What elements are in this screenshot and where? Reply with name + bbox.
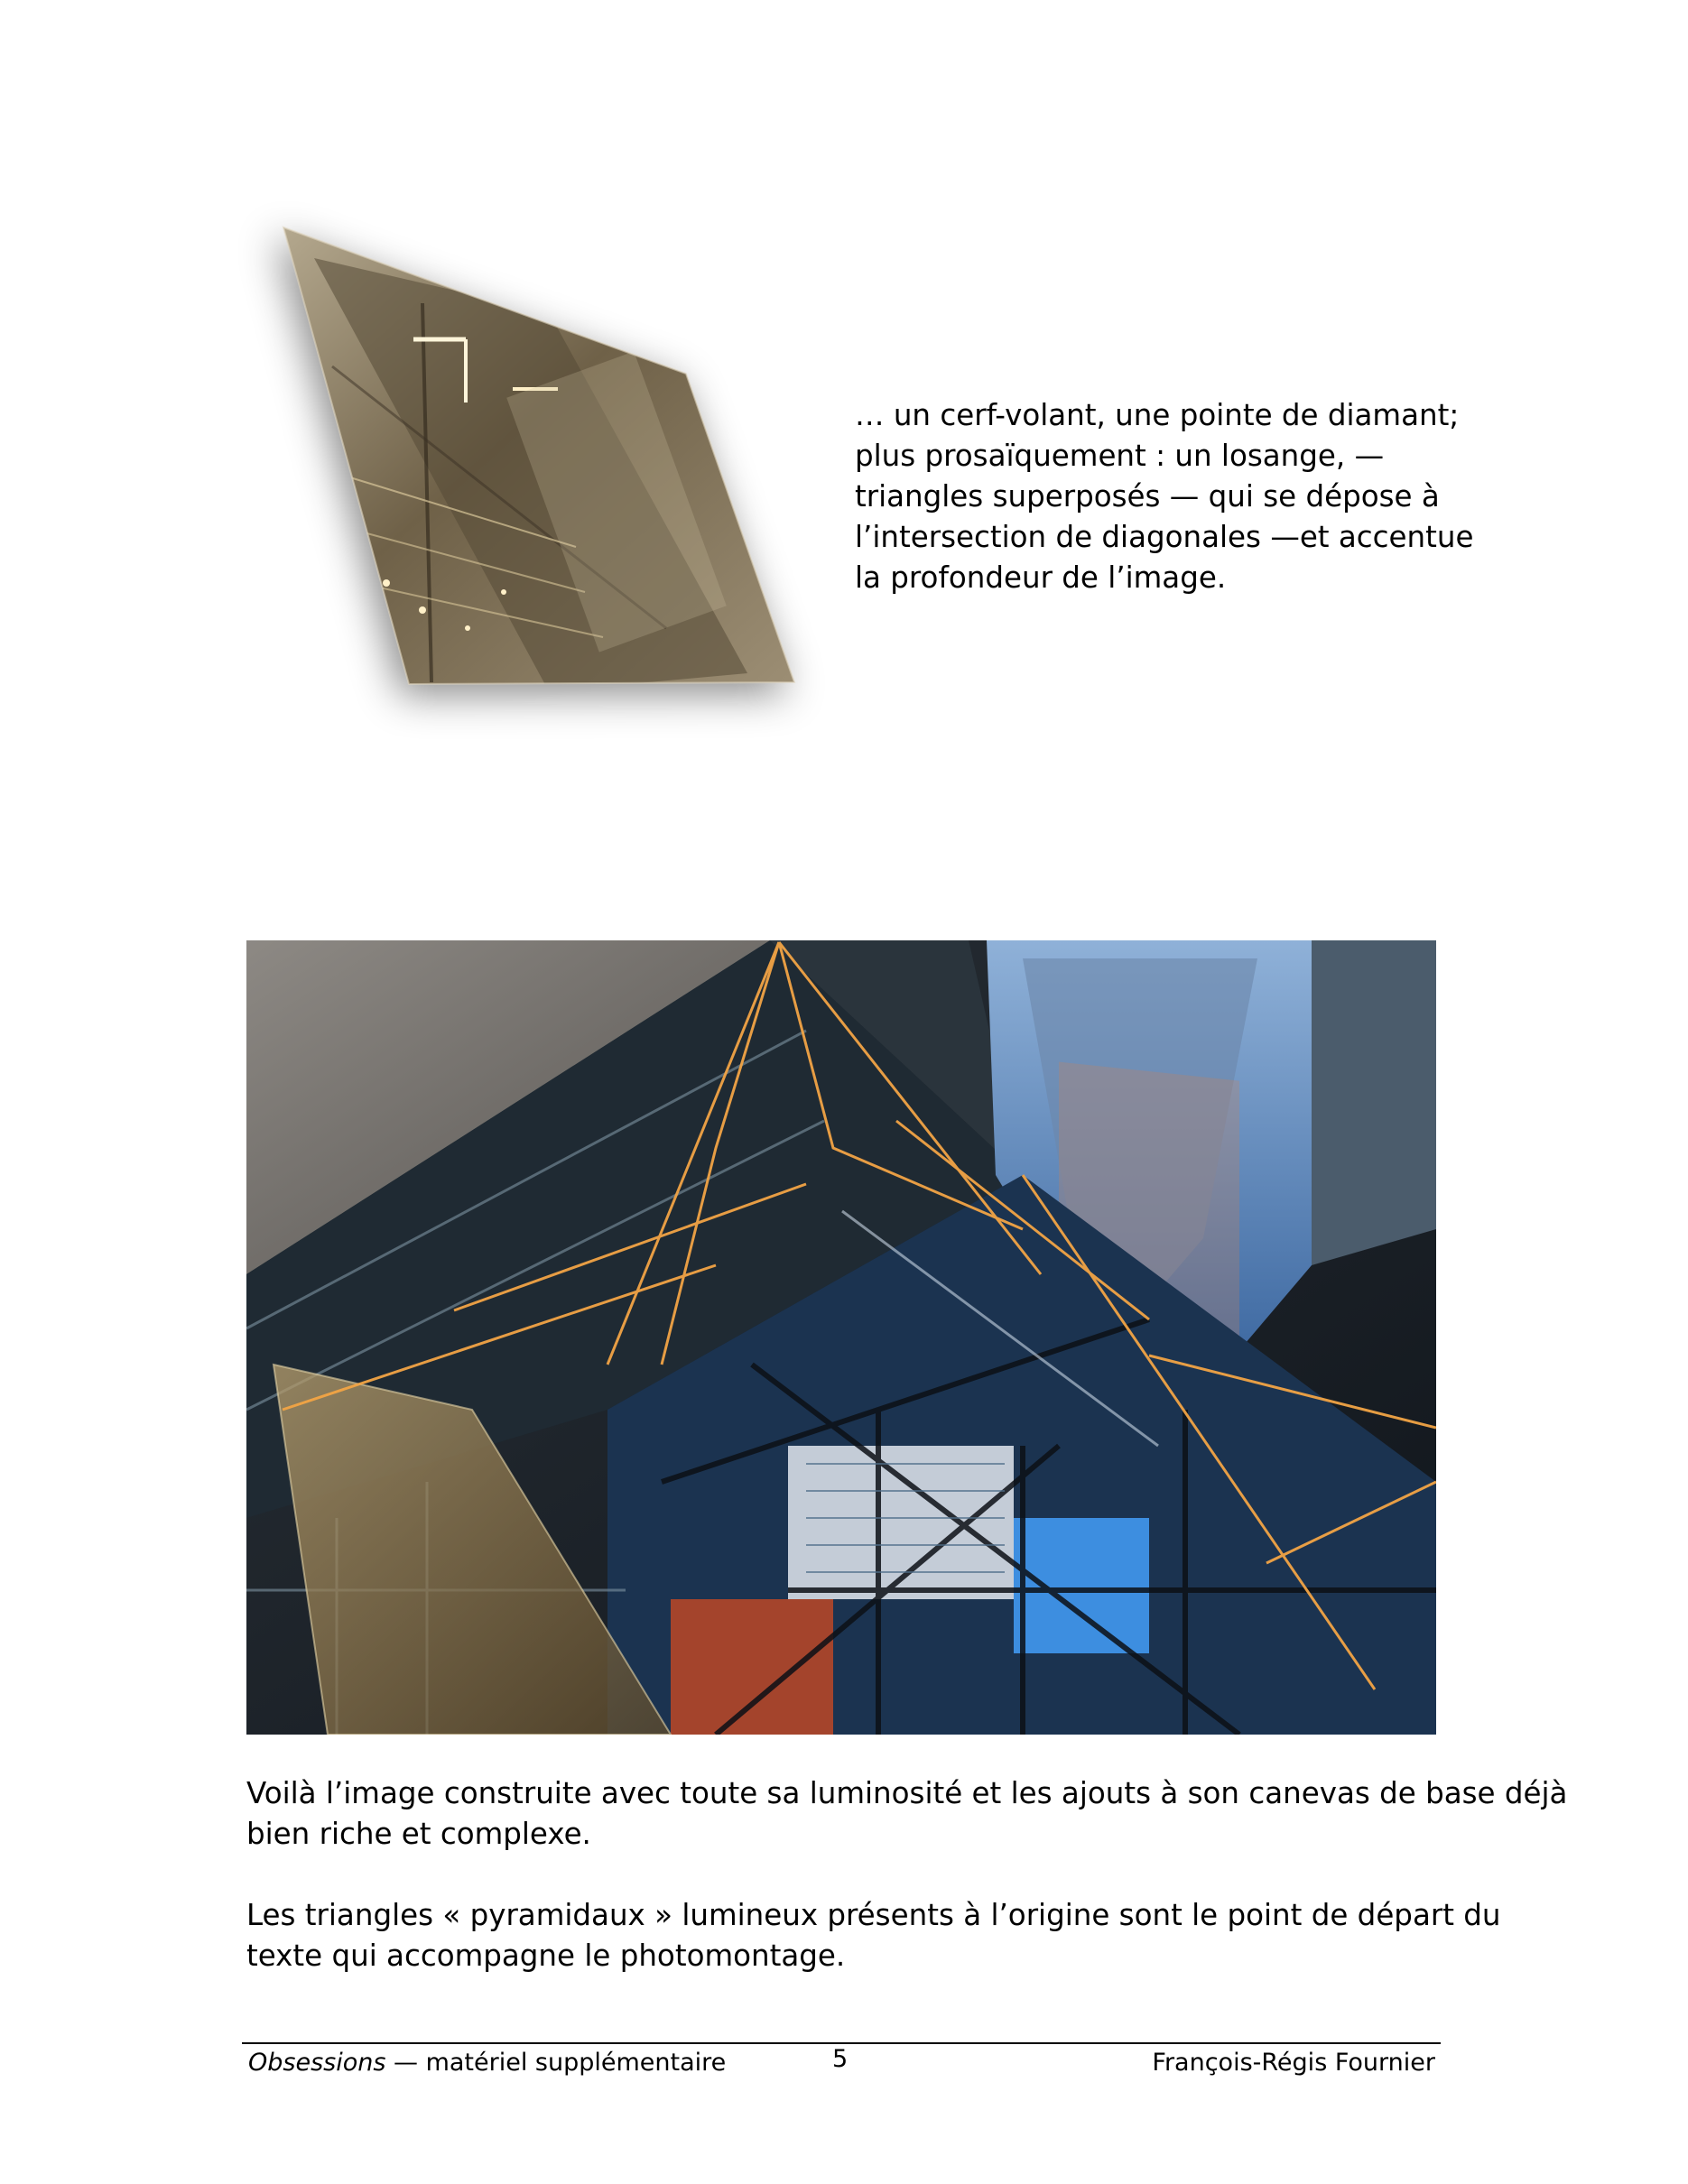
page-number: 5 <box>832 2045 849 2073</box>
kite-caption-line: … un cerf-volant, une pointe de diamant; <box>855 398 1460 432</box>
footer-title <box>248 2047 726 2079</box>
paragraph-line: Les triangles « pyramidaux » lumineux présents à l’origine sont le point de départ du <box>246 1898 1501 1932</box>
kite-caption-line: la profondeur de l’image. <box>855 560 1227 595</box>
footer-author: François-Régis Fournier <box>1152 2049 1435 2077</box>
paragraph-2 <box>246 1895 1501 1976</box>
kite-caption-line: l’intersection de diagonales —et accentue <box>855 520 1474 554</box>
footer-book-title: Obsessions <box>248 2049 386 2077</box>
photomontage-image <box>246 940 1436 1735</box>
paragraph-line: texte qui accompagne le photomontage. <box>246 1939 846 1973</box>
paragraph-1 <box>246 1773 1568 1855</box>
kite-caption <box>855 395 1487 598</box>
diamond-kite-image <box>278 204 811 718</box>
kite-caption-line: triangles superposés — qui se dépose à <box>855 479 1440 514</box>
paragraph-line: bien riche et complexe. <box>246 1817 591 1851</box>
kite-caption-line: plus prosaïquement : un losange, — <box>855 439 1385 473</box>
paragraph-line: Voilà l’image construite avec toute sa luminosité et les ajouts à son canevas de base déjà <box>246 1776 1568 1810</box>
footer-subtitle: — matériel supplémentaire <box>385 2049 727 2077</box>
